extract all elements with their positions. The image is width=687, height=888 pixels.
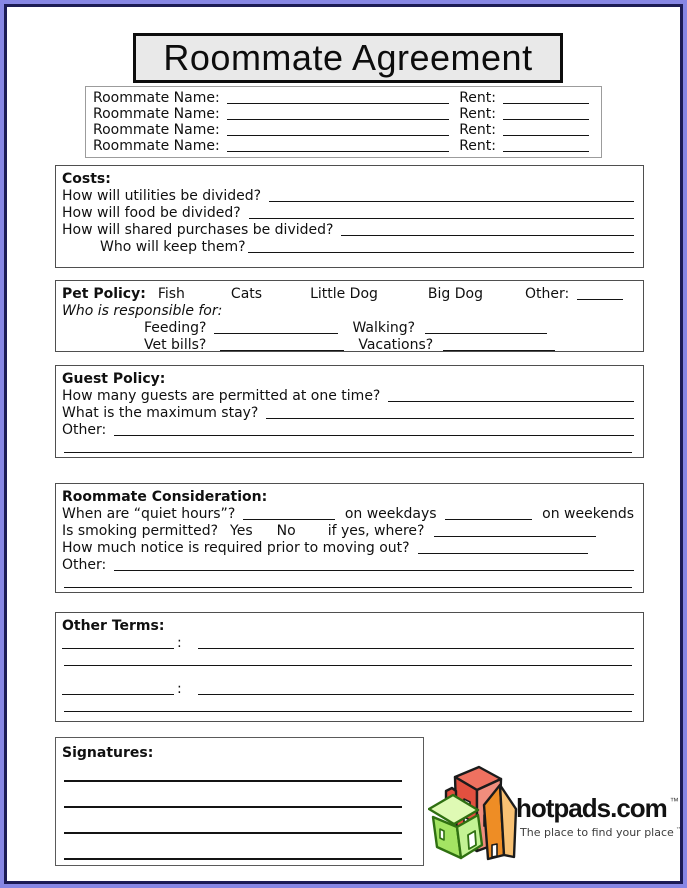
roommate-row <box>93 138 589 154</box>
signature-line-3 <box>64 832 402 834</box>
food-question: How will food be divided? <box>62 205 241 221</box>
guest-policy-section <box>55 365 644 458</box>
trademark-symbol: ™ <box>669 796 679 806</box>
roommate-name-blank-line <box>227 103 450 104</box>
document-title-box <box>133 33 563 83</box>
roommate-row <box>93 106 589 122</box>
guest-continuation-line <box>64 452 632 453</box>
food-blank-line <box>249 218 634 219</box>
maximum-stay-blank-line <box>266 418 634 419</box>
signatures-section <box>55 737 424 866</box>
roommate-name-label: Roommate Name: <box>93 122 220 138</box>
roommate-name-label: Roommate Name: <box>93 106 220 122</box>
other-terms-section <box>55 612 644 722</box>
term-2-blank-line <box>198 694 634 695</box>
rent-label: Rent: <box>459 122 496 138</box>
moving-notice-question: How much notice is required prior to moving out? <box>62 540 410 556</box>
signature-line-2 <box>64 806 402 808</box>
walking-label: Walking? <box>352 320 416 336</box>
roommate-name-label: Roommate Name: <box>93 138 220 154</box>
roommate-name-blank-line <box>227 119 450 120</box>
roommate-name-blank-line <box>227 151 450 152</box>
smoking-yes-option: Yes <box>230 523 253 539</box>
signatures-heading: Signatures: <box>62 745 154 761</box>
roommate-consideration-section <box>55 483 644 593</box>
smoking-no-option: No <box>276 523 296 539</box>
keep-question: Who will keep them? <box>100 239 246 255</box>
term-2-colon: : <box>177 681 182 697</box>
consideration-heading: Roommate Consideration: <box>62 489 268 505</box>
on-weekends-label: on weekends <box>542 506 634 522</box>
roommate-row <box>93 90 589 106</box>
costs-heading: Costs: <box>62 171 111 187</box>
roommate-name-blank-line <box>227 135 450 136</box>
if-yes-where-label: if yes, where? <box>327 523 425 539</box>
roommate-names-section <box>85 86 602 158</box>
pet-option-big-dog: Big Dog <box>427 286 483 302</box>
vacations-blank-line <box>443 350 555 351</box>
term-1-blank-line <box>198 648 634 649</box>
pet-option-little-dog: Little Dog <box>310 286 378 302</box>
hotpads-wordmark <box>516 793 679 824</box>
rent-blank-line <box>503 151 589 152</box>
page-title: Roommate Agreement <box>163 37 533 78</box>
consideration-continuation-line <box>64 587 632 588</box>
guest-other-blank-line <box>114 435 634 436</box>
tagline-trademark-symbol: ™ <box>675 826 683 834</box>
keep-blank-line <box>248 252 634 253</box>
walking-blank-line <box>425 333 547 334</box>
guest-policy-heading: Guest Policy: <box>62 371 166 387</box>
guests-permitted-question: How many guests are permitted at one time? <box>62 388 381 404</box>
rent-blank-line <box>503 135 589 136</box>
pet-responsible-label: Who is responsible for: <box>62 303 223 319</box>
rent-blank-line <box>503 119 589 120</box>
purchases-blank-line <box>341 235 634 236</box>
maximum-stay-question: What is the maximum stay? <box>62 405 259 421</box>
guest-other-label: Other: <box>62 422 107 438</box>
signature-line-1 <box>64 780 402 782</box>
pet-policy-heading: Pet Policy: <box>62 286 146 302</box>
utilities-question: How will utilities be divided? <box>62 188 262 204</box>
rent-blank-line <box>503 103 589 104</box>
roommate-row <box>93 122 589 138</box>
hotpads-brand-text: hotpads.com <box>516 793 667 823</box>
feeding-blank-line <box>214 333 338 334</box>
costs-section <box>55 165 644 268</box>
consideration-other-blank-line <box>114 570 634 571</box>
other-terms-heading: Other Terms: <box>62 618 165 634</box>
rent-label: Rent: <box>459 90 496 106</box>
pet-option-cats: Cats <box>230 286 263 302</box>
vacations-label: Vacations? <box>358 337 434 353</box>
signature-line-4 <box>64 858 402 860</box>
vet-bills-blank-line <box>220 350 344 351</box>
consideration-other-label: Other: <box>62 557 107 573</box>
rent-label: Rent: <box>459 138 496 154</box>
term-1-colon: : <box>177 635 182 651</box>
hotpads-logo <box>428 753 683 865</box>
on-weekdays-label: on weekdays <box>344 506 437 522</box>
term-1-label-blank-line <box>62 648 174 649</box>
pet-option-fish: Fish <box>157 286 185 302</box>
purchases-question: How will shared purchases be divided? <box>62 222 334 238</box>
pet-other-label: Other: <box>525 286 570 302</box>
utilities-blank-line <box>269 201 634 202</box>
guests-permitted-blank-line <box>388 401 634 402</box>
smoking-where-blank-line <box>434 536 596 537</box>
term-2-continuation-line <box>64 711 632 712</box>
hotpads-tagline <box>520 826 683 839</box>
pet-policy-section <box>55 280 644 352</box>
hotpads-logo-houses <box>428 757 520 863</box>
roommate-name-label: Roommate Name: <box>93 90 220 106</box>
quiet-hours-question: When are “quiet hours”? <box>62 506 236 522</box>
rent-label: Rent: <box>459 106 496 122</box>
tagline-text: The place to find your place <box>520 826 674 839</box>
term-2-label-blank-line <box>62 694 174 695</box>
feeding-label: Feeding? <box>144 320 207 336</box>
smoking-question: Is smoking permitted? <box>62 523 219 539</box>
vet-bills-label: Vet bills? <box>144 337 207 353</box>
quiet-hours-weekend-blank-line <box>445 519 533 520</box>
quiet-hours-weekday-blank-line <box>243 519 335 520</box>
term-1-continuation-line <box>64 665 632 666</box>
pet-other-blank-line <box>577 299 623 300</box>
moving-notice-blank-line <box>418 553 588 554</box>
